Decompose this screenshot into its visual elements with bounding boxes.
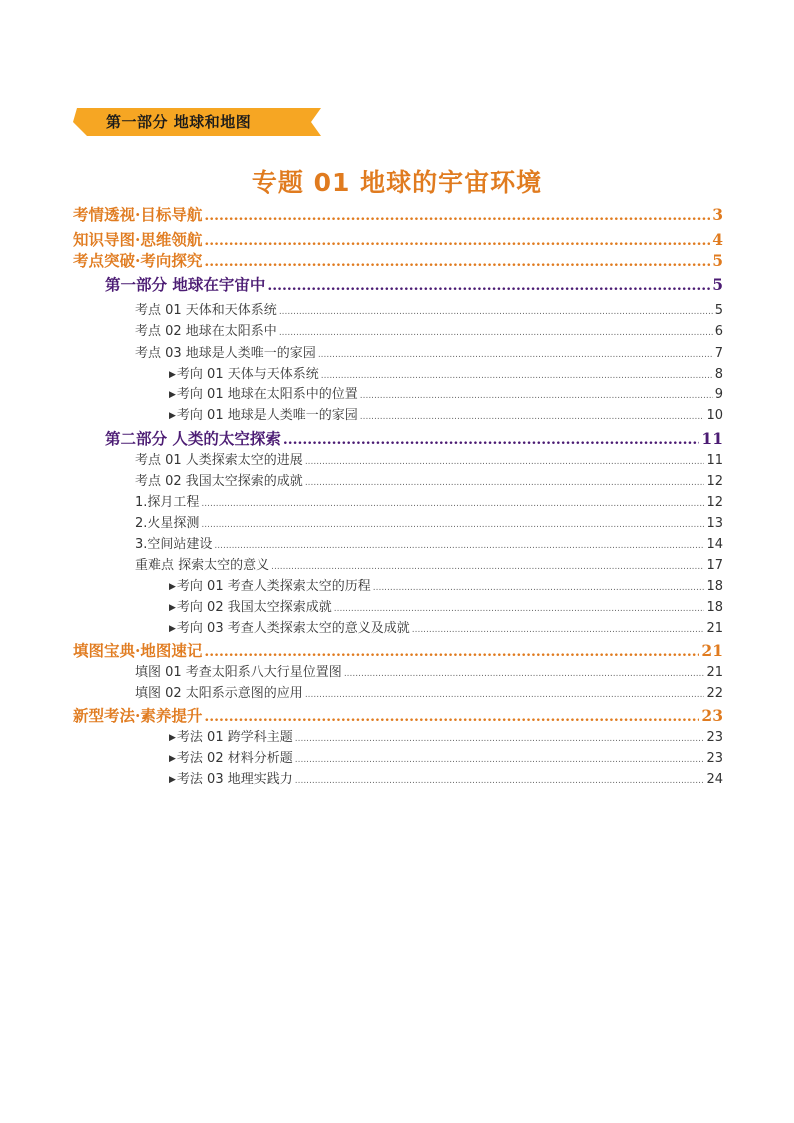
toc-page-number: 13 <box>706 516 723 531</box>
toc-entry-text: 考向 01 天体与天体系统 <box>176 367 319 382</box>
toc-entry-title <box>135 682 303 701</box>
toc-page-number: 4 <box>712 230 723 249</box>
toc-entry-title <box>73 228 202 250</box>
dot-leader <box>344 669 705 679</box>
toc-page-number: 7 <box>714 346 723 361</box>
dot-leader <box>321 371 713 381</box>
dot-leader <box>201 520 704 530</box>
toc-entry[interactable] <box>73 704 723 726</box>
dot-leader <box>360 391 713 401</box>
toc-entry-title <box>105 273 265 295</box>
dot-leader <box>295 755 705 765</box>
toc-entry-text: 填图宝典·地图速记 <box>73 641 203 660</box>
toc-entry-text: 填图 02 太阳系示意图的应用 <box>135 686 303 701</box>
toc-entry-title <box>169 404 358 423</box>
page-title: 专题 01 地球的宇宙环境 <box>251 168 543 197</box>
dot-leader <box>267 278 710 294</box>
triangle-bullet-icon: ▶ <box>169 733 176 743</box>
toc-entry-text: 考法 02 材料分析题 <box>176 751 293 766</box>
toc-entry-title <box>135 491 199 510</box>
triangle-bullet-icon: ▶ <box>169 411 176 421</box>
dot-leader <box>283 432 700 448</box>
toc-entry[interactable] <box>73 249 723 271</box>
dot-leader <box>295 734 705 744</box>
toc-entry[interactable] <box>105 273 723 295</box>
toc-entry-title <box>135 299 277 318</box>
toc-page-number: 10 <box>706 408 723 423</box>
toc-entry-title <box>169 617 410 636</box>
toc-page-number: 5 <box>712 275 723 294</box>
toc-entry-text: 重难点 探索太空的意义 <box>135 558 270 573</box>
toc-entry[interactable] <box>135 470 723 489</box>
dot-leader <box>305 478 705 488</box>
toc-page-number: 18 <box>706 579 723 594</box>
toc-page-number: 18 <box>706 600 723 615</box>
toc-entry-title <box>135 661 342 680</box>
triangle-bullet-icon: ▶ <box>169 754 176 764</box>
dot-leader <box>204 254 710 270</box>
dot-leader <box>279 307 713 317</box>
toc-entry-title <box>169 747 293 766</box>
toc-page-number: 3 <box>712 205 723 224</box>
toc-entry[interactable] <box>169 768 723 787</box>
dot-leader <box>373 583 705 593</box>
toc-entry-title <box>135 512 199 531</box>
toc-entry-title <box>135 470 303 489</box>
triangle-bullet-icon: ▶ <box>169 390 176 400</box>
toc-entry-text: 1.探月工程 <box>135 495 200 510</box>
section-banner <box>73 105 321 139</box>
toc-entry-text: 考向 01 考查人类探索太空的历程 <box>176 579 371 594</box>
toc-entry-text: 考法 01 跨学科主题 <box>176 730 293 745</box>
toc-entry-text: 新型考法·素养提升 <box>73 706 203 725</box>
toc-entry[interactable] <box>73 228 723 250</box>
toc-page-number: 23 <box>701 706 723 725</box>
toc-entry-text: 3.空间站建设 <box>135 537 213 552</box>
toc-entry-title <box>135 342 316 361</box>
toc-page-number: 17 <box>706 558 723 573</box>
toc-page-number: 21 <box>706 621 723 636</box>
toc-entry[interactable] <box>135 491 723 510</box>
toc-entry-text: 考情透视·目标导航 <box>73 205 203 224</box>
toc-entry-text: 考点 01 天体和天体系统 <box>135 303 277 318</box>
toc-page-number: 6 <box>714 324 723 339</box>
dot-leader <box>305 457 705 467</box>
toc-entry-text: 填图 01 考查太阳系八大行星位置图 <box>135 665 342 680</box>
toc-entry[interactable] <box>169 617 723 636</box>
toc-page-number: 23 <box>706 751 723 766</box>
toc-page-number: 5 <box>714 303 723 318</box>
toc-page-number: 21 <box>701 641 723 660</box>
toc-entry[interactable] <box>135 320 723 339</box>
dot-leader <box>214 541 704 551</box>
toc-entry[interactable] <box>73 203 723 225</box>
dot-leader <box>305 690 705 700</box>
toc-entry[interactable] <box>169 383 723 402</box>
toc-entry-title <box>73 704 202 726</box>
toc-entry-title <box>135 320 277 339</box>
toc-page-number: 23 <box>706 730 723 745</box>
toc-entry-text: 考向 01 地球是人类唯一的家园 <box>176 408 358 423</box>
toc-entry-text: 考向 03 考查人类探索太空的意义及成就 <box>176 621 410 636</box>
toc-page-number: 11 <box>706 453 723 468</box>
toc-entry[interactable] <box>169 747 723 766</box>
dot-leader <box>201 499 704 509</box>
toc-page-number: 9 <box>714 387 723 402</box>
toc-entry-text: 2.火星探测 <box>135 516 200 531</box>
toc-entry[interactable] <box>169 596 723 615</box>
toc-entry[interactable] <box>135 512 723 531</box>
toc-entry-text: 考点 01 人类探索太空的进展 <box>135 453 303 468</box>
toc-entry-title <box>73 639 202 661</box>
banner-label: 第一部分 地球和地图 <box>106 113 252 131</box>
dot-leader <box>318 350 713 360</box>
toc-entry-text: 考点突破·考向探究 <box>73 251 203 270</box>
toc-entry[interactable] <box>169 575 723 594</box>
toc-entry[interactable] <box>135 342 723 361</box>
dot-leader <box>271 562 704 572</box>
dot-leader <box>204 644 699 660</box>
toc-entry-title <box>135 449 303 468</box>
toc-entry-text: 第二部分 人类的太空探索 <box>105 429 281 448</box>
toc-entry[interactable] <box>135 554 723 573</box>
triangle-bullet-icon: ▶ <box>169 624 176 634</box>
toc-entry-title <box>73 203 202 225</box>
toc-page-number: 24 <box>706 772 723 787</box>
toc-entry-title <box>169 383 358 402</box>
toc-entry-text: 知识导图·思维领航 <box>73 230 203 249</box>
dot-leader <box>295 776 705 786</box>
toc-entry[interactable] <box>73 639 723 661</box>
toc-entry-text: 考点 02 我国太空探索的成就 <box>135 474 303 489</box>
toc-page-number: 5 <box>712 251 723 270</box>
toc-entry-text: 考点 02 地球在太阳系中 <box>135 324 277 339</box>
toc-entry-title <box>135 533 212 552</box>
toc-entry-text: 考向 01 地球在太阳系中的位置 <box>176 387 358 402</box>
toc-entry[interactable] <box>169 726 723 745</box>
toc-entry-title <box>169 726 293 745</box>
dot-leader <box>204 709 699 725</box>
toc-entry-text: 考点 03 地球是人类唯一的家园 <box>135 346 316 361</box>
dot-leader <box>279 328 713 338</box>
toc-entry-title <box>135 554 269 573</box>
toc-entry[interactable] <box>135 682 723 701</box>
toc-page-number: 8 <box>714 367 723 382</box>
toc-entry[interactable] <box>105 427 723 449</box>
toc-page-number: 11 <box>701 429 723 448</box>
toc-page-number: 12 <box>706 474 723 489</box>
dot-leader <box>204 233 710 249</box>
toc-entry[interactable] <box>135 299 723 318</box>
toc-entry[interactable] <box>135 533 723 552</box>
toc-entry-title <box>169 575 371 594</box>
triangle-bullet-icon: ▶ <box>169 775 176 785</box>
toc-page-number: 22 <box>706 686 723 701</box>
toc-entry-title <box>73 249 202 271</box>
dot-leader <box>334 604 705 614</box>
toc-entry-title <box>169 596 332 615</box>
toc-entry[interactable] <box>135 661 723 680</box>
toc-entry-title <box>169 363 319 382</box>
toc-entry-title <box>105 427 281 449</box>
toc-entry[interactable] <box>135 449 723 468</box>
dot-leader <box>204 208 710 224</box>
dot-leader <box>360 412 705 422</box>
triangle-bullet-icon: ▶ <box>169 582 176 592</box>
toc-page-number: 21 <box>706 665 723 680</box>
toc-entry-title <box>169 768 293 787</box>
toc-entry[interactable] <box>169 404 723 423</box>
toc-page-number: 12 <box>706 495 723 510</box>
toc-entry[interactable] <box>169 363 723 382</box>
toc-page-number: 14 <box>706 537 723 552</box>
triangle-bullet-icon: ▶ <box>169 370 176 380</box>
triangle-bullet-icon: ▶ <box>169 603 176 613</box>
toc-entry-text: 考向 02 我国太空探索成就 <box>176 600 332 615</box>
toc-entry-text: 考法 03 地理实践力 <box>176 772 293 787</box>
toc-entry-text: 第一部分 地球在宇宙中 <box>105 275 266 294</box>
dot-leader <box>412 625 705 635</box>
